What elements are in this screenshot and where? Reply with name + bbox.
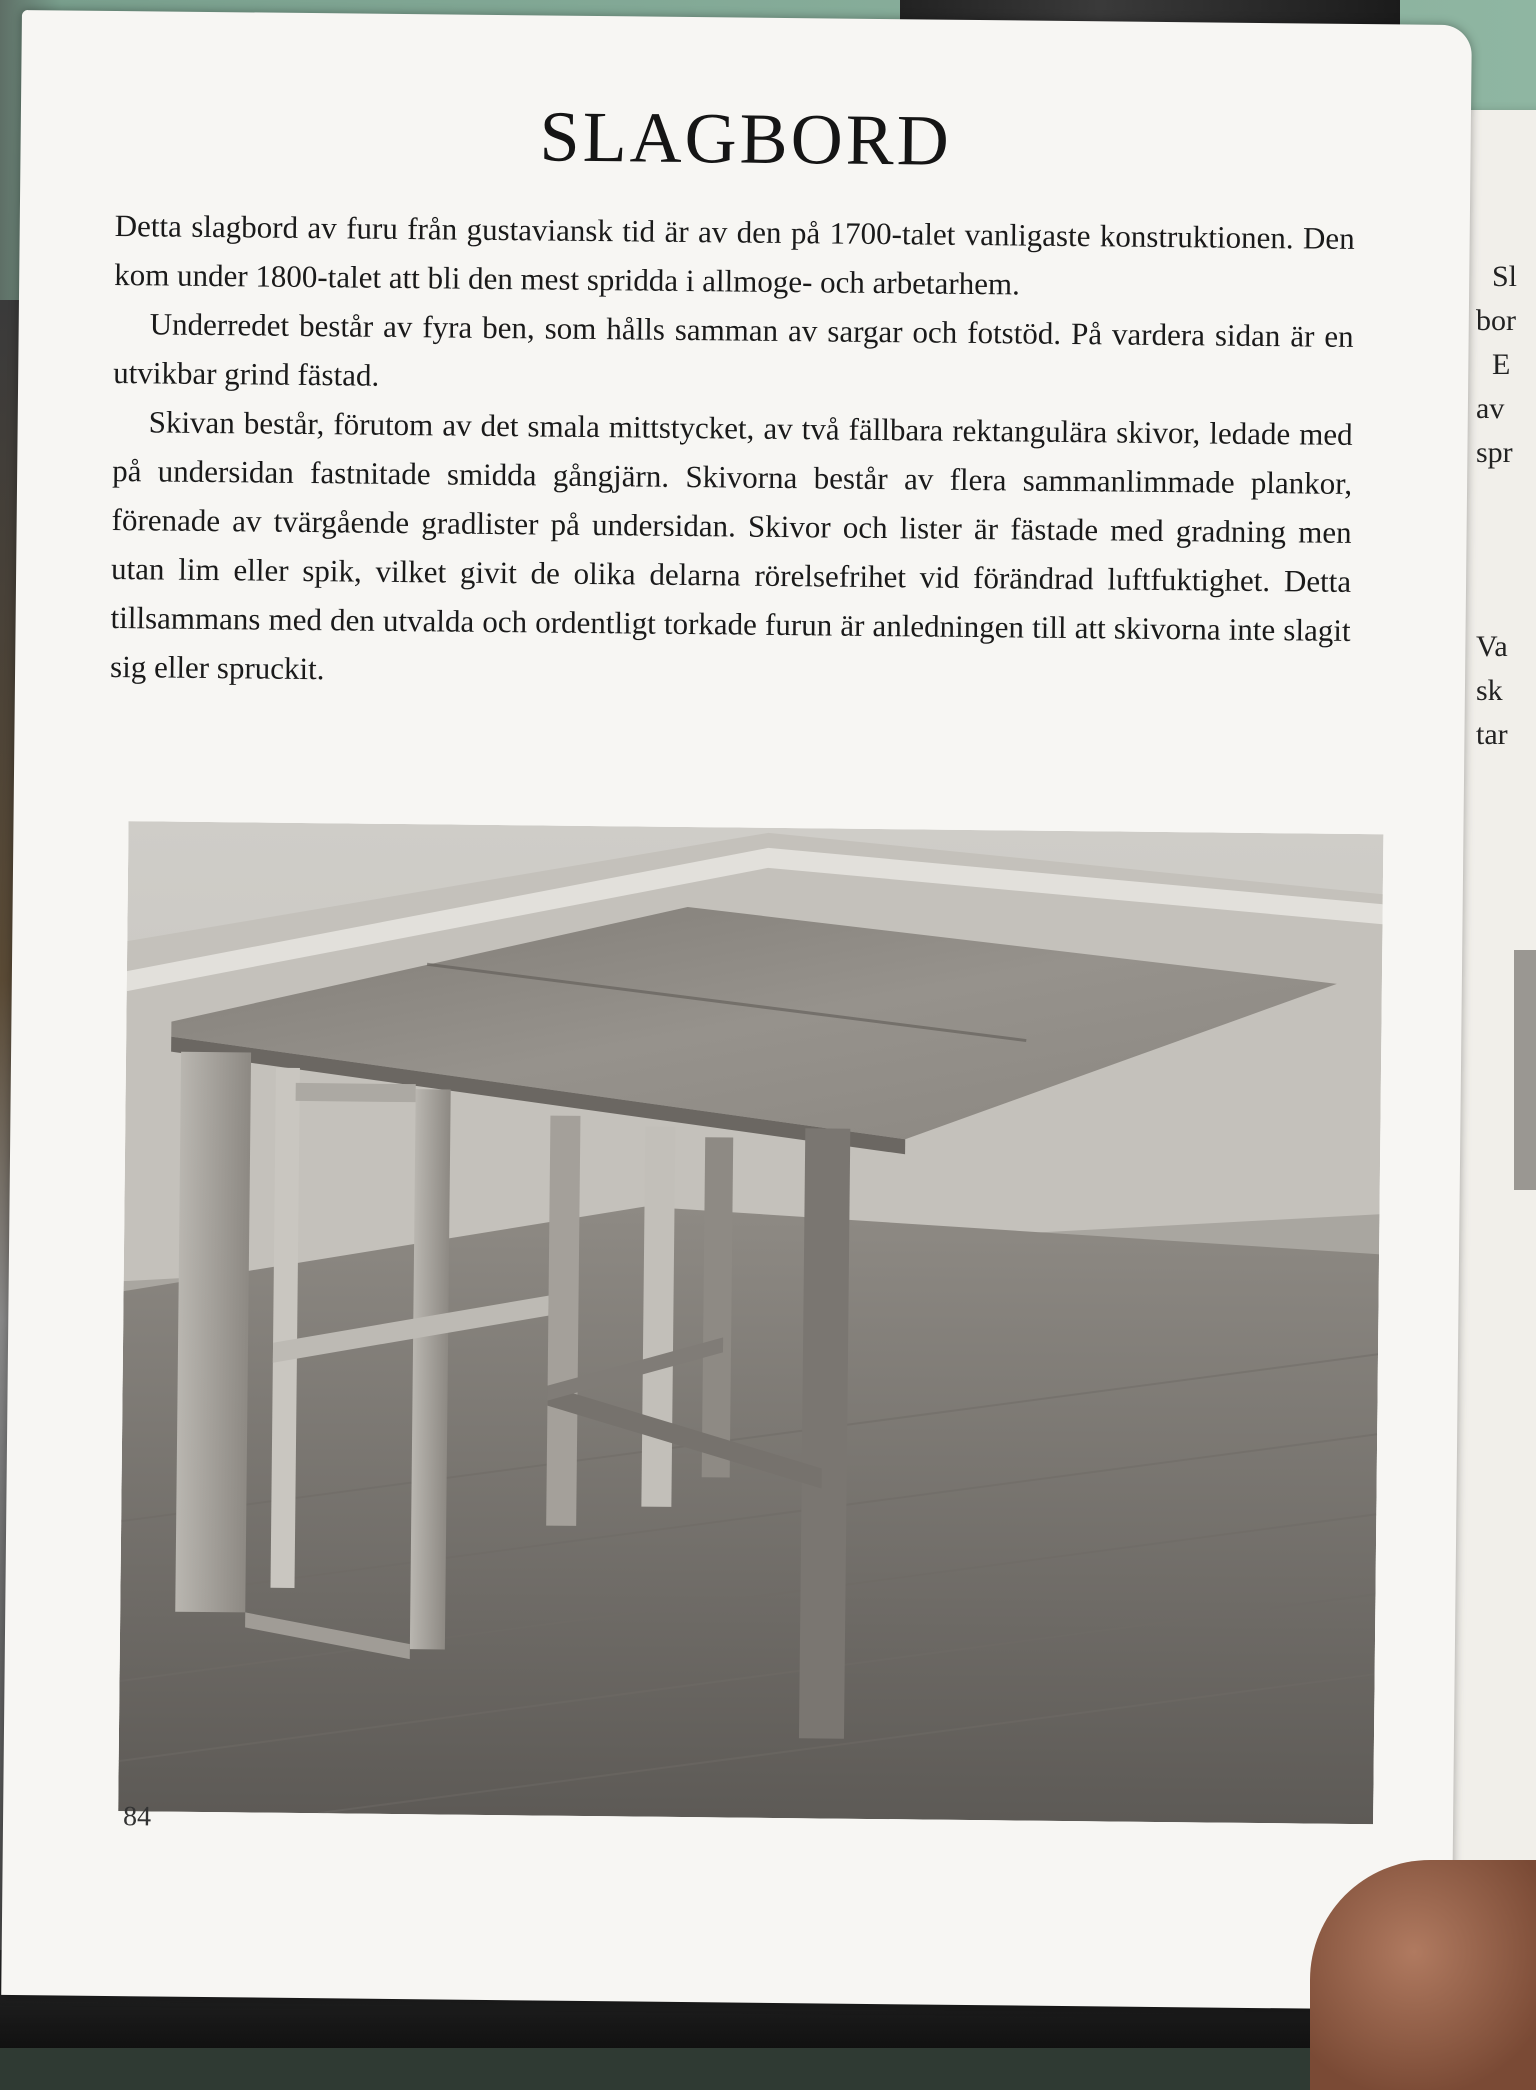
- table-photo-icon: [118, 821, 1383, 1824]
- book-page: [1, 10, 1472, 2010]
- next-page-line: tar: [1476, 718, 1508, 751]
- next-page-line: av: [1476, 392, 1505, 425]
- paragraph: Detta slagbord av furu från gustaviansk tid är av den på 1700-talet vanligaste konstruktionen. Den kom under 1800-talet att bli den mest spridda i allmoge- och arbetarhem.: [114, 207, 1355, 302]
- table-photo: [118, 821, 1383, 1824]
- next-page-line: Va: [1476, 630, 1508, 663]
- thumb: [1310, 1860, 1536, 2090]
- next-page-line: E: [1492, 348, 1511, 381]
- next-page-line: sk: [1476, 674, 1503, 707]
- page-title: SLAGBORD: [539, 96, 953, 181]
- next-page-text: [1476, 255, 1517, 757]
- page-number: 84: [122, 1801, 152, 1833]
- next-page-line: bor: [1476, 304, 1516, 337]
- next-page-line: Sl: [1492, 260, 1518, 293]
- paragraph: Underredet består av fyra ben, som hålls samman av sargar och fotstöd. På vardera sidan är en utvikbar grind fästad.: [113, 306, 1354, 393]
- body-text: [110, 201, 1355, 704]
- next-page-line: spr: [1476, 436, 1513, 469]
- paragraph: Skivan består, förutom av det smala mittstycket, av två fällbara rektangulära skivor, ledade med på undersidan fastnitade smidda gångjärn. Skivorna består av flera sammanlimmade plankor, förenade av tvärgående gradlister på undersidan. Skivor och lister är fästade med gradning men utan lim eller spik, vilket givit de olika delarna rörelsefrihet vid förändrad luftfuktighet. Detta tillsammans med den utvalda och ordentligt torkade furun är anledningen till att skivorna inte slagit sig eller spruckit.: [109, 404, 1353, 687]
- next-page-photo: [1514, 950, 1536, 1190]
